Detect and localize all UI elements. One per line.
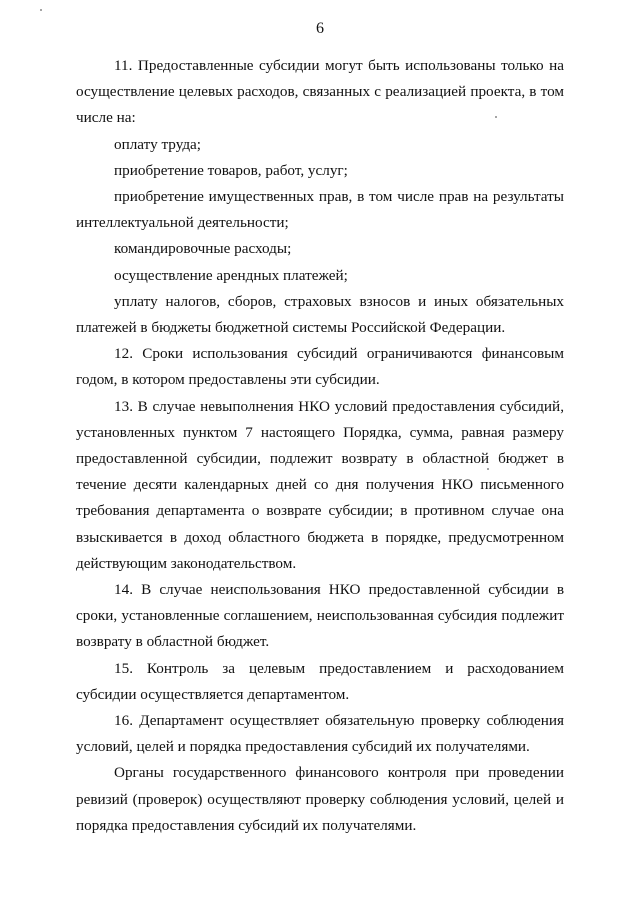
scan-speck xyxy=(495,116,497,118)
list-item-taxes: уплату налогов, сборов, страховых взносов и иных обязательных платежей в бюджеты бюджетной системы Российской Федерации. xyxy=(76,292,564,337)
paragraph-12: 12. Сроки использования субсидий ограничиваются финансовым годом, в котором предоставлены эти субсидии. xyxy=(76,345,564,389)
paragraph-control-bodies: Органы государственного финансового контроля при проведении ревизий (проверок) осуществляют проверку соблюдения условий, целей и порядка предоставления субсидий их получателями. xyxy=(76,764,564,834)
page-number: 6 xyxy=(316,20,324,37)
list-item-rent: осуществление арендных платежей; xyxy=(114,266,348,284)
document-body xyxy=(76,53,564,839)
list-item-property-rights: приобретение имущественных прав, в том числе прав на результаты интеллектуальной деятельности; xyxy=(76,188,564,232)
list-item-labor: оплату труда; xyxy=(114,135,202,153)
paragraph-15: 15. Контроль за целевым предоставлением и расходованием субсидии осуществляется департаментом. xyxy=(76,659,564,703)
scan-speck xyxy=(487,468,489,470)
paragraph-11: 11. Предоставленные субсидии могут быть использованы только на осуществление целевых расходов, связанных с реализацией проекта, в том числе на: xyxy=(76,57,564,127)
list-item-goods: приобретение товаров, работ, услуг; xyxy=(114,161,348,179)
paragraph-14: 14. В случае неиспользования НКО предоставленной субсидии в сроки, установленные соглашением, неиспользованная субсидия подлежит возврату в областной бюджет. xyxy=(76,581,564,651)
paragraph-13: 13. В случае невыполнения НКО условий предоставления субсидий, установленных пунктом 7 настоящего Порядка, сумма, равная размеру предоставленной субсидии, подлежит возврату в областной бюджет в течение десяти календарных дней со дня получения НКО письменного требования департамента о возврате субсидии; в противном случае она взыскивается в доход областного бюджета в порядке, предусмотренном действующим законодательством. xyxy=(76,397,564,572)
paragraph-16: 16. Департамент осуществляет обязательную проверку соблюдения условий, целей и порядка предоставления субсидий их получателями. xyxy=(76,712,564,756)
list-item-travel: командировочные расходы; xyxy=(114,240,292,258)
scan-speck xyxy=(40,9,42,11)
